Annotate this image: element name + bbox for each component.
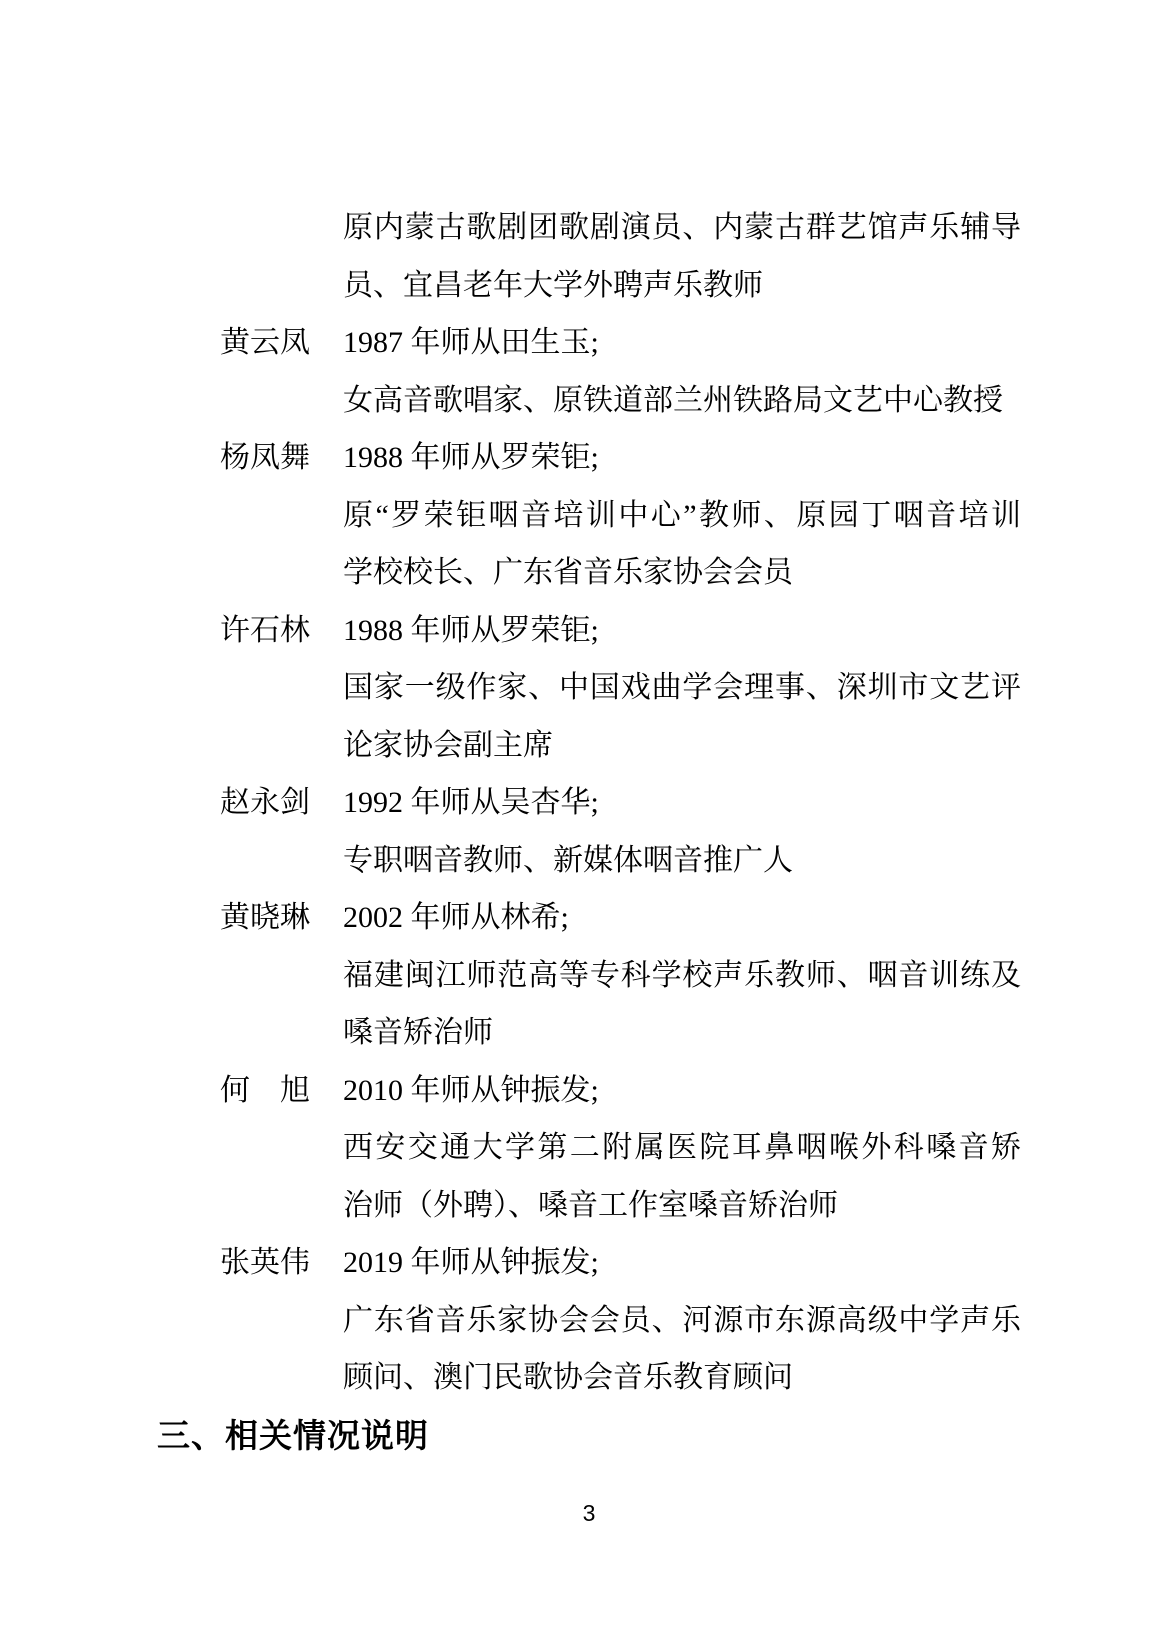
line-text: 论家协会副主席	[343, 728, 553, 762]
roster-line	[220, 372, 1021, 430]
line-text: 治师（外聘）、嗓音工作室嗓音矫治师	[343, 1188, 838, 1222]
line-text: 2002 年师从林希;	[343, 901, 569, 934]
line-text: 嗓音矫治师	[343, 1016, 493, 1049]
person-name	[220, 257, 310, 315]
person-name	[220, 947, 310, 1005]
person-name	[220, 544, 310, 602]
roster-line	[220, 429, 1021, 487]
person-name	[220, 372, 310, 430]
roster-line	[220, 1062, 1021, 1120]
roster-line	[220, 602, 1021, 660]
person-name	[220, 199, 310, 257]
roster-line	[220, 1234, 1021, 1292]
person-name	[220, 1177, 310, 1235]
line-text: 福建闽江师范高等专科学校声乐教师、咽音训练及	[343, 958, 1021, 992]
line-text: 2010 年师从钟振发;	[343, 1073, 599, 1107]
person-name: 赵永剑	[220, 786, 310, 819]
line-text: 1992 年师从吴杏华;	[343, 786, 599, 819]
section-heading: 三、相关情况说明	[157, 1416, 429, 1454]
roster-line	[220, 199, 1021, 257]
person-name	[220, 832, 310, 890]
person-name: 杨凤舞	[220, 441, 310, 474]
line-text: 1988 年师从罗荣钜;	[343, 441, 599, 474]
line-text: 1988 年师从罗荣钜;	[343, 613, 599, 647]
roster-line	[220, 1177, 1021, 1235]
person-name: 黄云凤	[220, 326, 310, 359]
person-name: 何旭	[220, 1073, 310, 1107]
teacher-roster	[157, 199, 1021, 1407]
person-name	[220, 1292, 310, 1350]
person-name: 张英伟	[220, 1246, 310, 1279]
roster-line	[220, 774, 1021, 832]
line-text: 原“罗荣钜咽音培训中心”教师、原园丁咽音培训	[343, 498, 1021, 532]
line-text: 顾问、澳门民歌协会音乐教育顾问	[343, 1361, 793, 1394]
person-name: 黄晓琳	[220, 901, 310, 934]
person-name	[220, 1119, 310, 1177]
roster-line	[220, 1292, 1021, 1350]
person-name	[220, 1349, 310, 1407]
roster-line	[220, 257, 1021, 315]
line-text: 广东省音乐家协会会员、河源市东源高级中学声乐	[343, 1303, 1021, 1337]
roster-line	[220, 889, 1021, 947]
roster-line	[220, 659, 1021, 717]
roster-line	[220, 1349, 1021, 1407]
roster-line	[220, 487, 1021, 545]
person-name	[220, 487, 310, 545]
line-text: 2019 年师从钟振发;	[343, 1246, 599, 1279]
roster-line	[220, 544, 1021, 602]
roster-line	[220, 1004, 1021, 1062]
line-text: 女高音歌唱家、原铁道部兰州铁路局文艺中心教授	[343, 383, 1003, 417]
person-name: 许石林	[220, 613, 310, 647]
line-text: 学校校长、广东省音乐家协会会员	[343, 556, 793, 589]
line-text: 员、宜昌老年大学外聘声乐教师	[343, 268, 763, 302]
roster-line	[220, 717, 1021, 775]
roster-line	[220, 1119, 1021, 1177]
person-name	[220, 659, 310, 717]
person-name	[220, 1004, 310, 1062]
person-name	[220, 717, 310, 775]
line-text: 原内蒙古歌剧团歌剧演员、内蒙古群艺馆声乐辅导	[343, 211, 1021, 244]
roster-line	[220, 947, 1021, 1005]
roster-line	[220, 314, 1021, 372]
line-text: 国家一级作家、中国戏曲学会理事、深圳市文艺评	[343, 671, 1021, 704]
page-number: 3	[582, 1500, 596, 1526]
line-text: 1987 年师从田生玉;	[343, 326, 599, 359]
line-text: 西安交通大学第二附属医院耳鼻咽喉外科嗓音矫	[343, 1131, 1021, 1164]
line-text: 专职咽音教师、新媒体咽音推广人	[343, 843, 793, 877]
roster-line	[220, 832, 1021, 890]
